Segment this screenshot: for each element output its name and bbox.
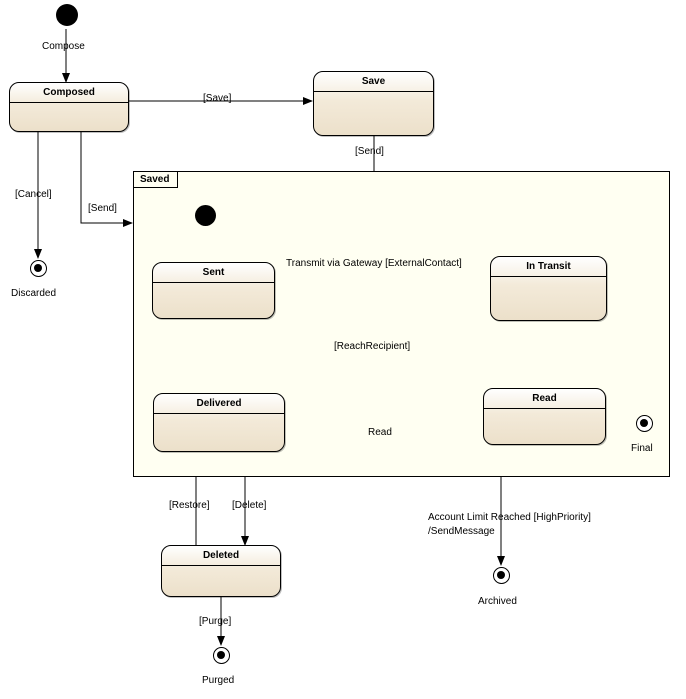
transition-label-transmit: Transmit via Gateway [ExternalContact] xyxy=(286,258,462,269)
state-delivered-divider xyxy=(154,413,284,414)
state-sent[interactable] xyxy=(152,262,275,319)
final-state-discarded-inner xyxy=(34,264,42,272)
state-deleted[interactable] xyxy=(161,545,281,597)
state-in-transit-label: In Transit xyxy=(526,261,571,272)
state-composed-label: Composed xyxy=(43,87,95,98)
state-sent-label: Sent xyxy=(202,267,225,278)
state-in-transit-divider xyxy=(491,276,606,277)
final-state-purged-label: Purged xyxy=(202,675,235,686)
transition-label-purge: [Purge] xyxy=(199,616,232,627)
final-state-discarded-label: Discarded xyxy=(11,288,57,299)
final-state-final[interactable] xyxy=(636,415,653,432)
composite-state-saved-tab: Saved xyxy=(134,172,178,188)
final-state-purged[interactable] xyxy=(213,647,230,664)
transition-label-reach-recipient: [ReachRecipient] xyxy=(334,341,411,352)
final-state-discarded[interactable] xyxy=(30,260,47,277)
transition-label-compose: Compose xyxy=(42,41,85,52)
final-state-archived-inner xyxy=(497,571,505,579)
state-save-label: Save xyxy=(361,76,386,87)
state-deleted-divider xyxy=(162,565,280,566)
transition-label-account-limit-line1: Account Limit Reached [HighPriority] xyxy=(428,512,591,523)
initial-pseudostate-saved[interactable] xyxy=(195,205,216,226)
state-deleted-label: Deleted xyxy=(202,550,240,561)
final-state-purged-inner xyxy=(217,651,225,659)
transition-label-send-to-saved: [Send] xyxy=(88,203,117,214)
transition-label-save: [Save] xyxy=(203,93,232,104)
transition-label-send-from-save: [Send] xyxy=(355,146,384,157)
state-save[interactable] xyxy=(313,71,434,136)
transition-label-account-limit-line2: /SendMessage xyxy=(428,526,495,537)
state-read-label: Read xyxy=(532,393,557,404)
transition-label-read: Read xyxy=(368,427,392,438)
final-state-archived[interactable] xyxy=(493,567,510,584)
state-composed[interactable] xyxy=(9,82,129,132)
state-sent-divider xyxy=(153,282,274,283)
state-in-transit[interactable] xyxy=(490,256,607,321)
transition-label-cancel: [Cancel] xyxy=(15,189,52,200)
state-read-divider xyxy=(484,408,605,409)
final-state-final-label: Final xyxy=(631,443,653,454)
initial-pseudostate[interactable] xyxy=(56,4,78,26)
state-delivered-label: Delivered xyxy=(196,398,242,409)
state-composed-divider xyxy=(10,102,128,103)
final-state-archived-label: Archived xyxy=(478,596,517,607)
transition-label-delete: [Delete] xyxy=(232,500,267,511)
state-delivered[interactable] xyxy=(153,393,285,452)
state-read[interactable] xyxy=(483,388,606,445)
final-state-final-inner xyxy=(640,419,648,427)
transition-label-restore: [Restore] xyxy=(169,500,210,511)
state-save-divider xyxy=(314,91,433,92)
